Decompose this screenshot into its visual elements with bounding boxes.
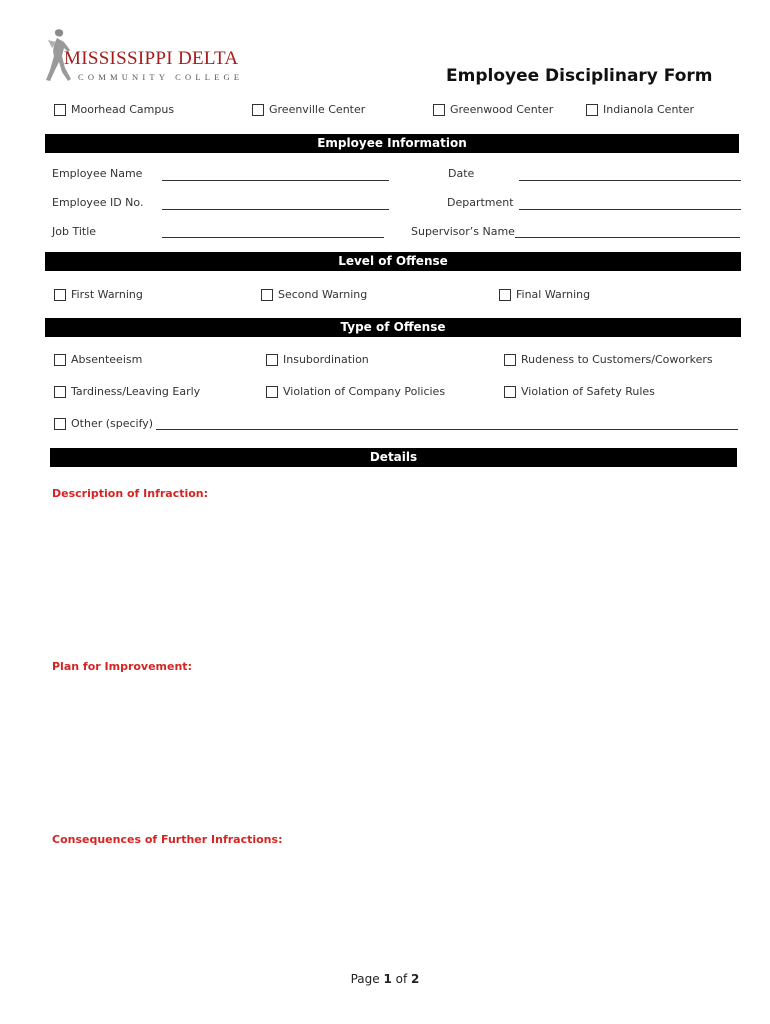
campus-option-greenville[interactable] <box>252 103 365 116</box>
checkbox[interactable] <box>54 289 66 301</box>
checkbox[interactable] <box>433 104 445 116</box>
offense-option-insubordination[interactable] <box>266 353 369 366</box>
checkbox[interactable] <box>54 386 66 398</box>
campus-label: Greenwood Center <box>450 103 554 116</box>
level-option-final[interactable] <box>499 288 590 301</box>
description-label: Description of Infraction: <box>52 487 209 500</box>
job-title-field[interactable] <box>162 237 384 238</box>
logo-subname: COMMUNITY COLLEGE <box>78 72 244 82</box>
supervisor-field[interactable] <box>515 237 740 238</box>
page-of: of <box>391 972 412 986</box>
level-option-first[interactable] <box>54 288 143 301</box>
level-label: First Warning <box>71 288 143 301</box>
college-logo <box>42 26 242 88</box>
job-title-label: Job Title <box>52 225 97 238</box>
other-label: Other (specify) <box>71 417 154 430</box>
checkbox[interactable] <box>266 354 278 366</box>
campus-label: Greenville Center <box>269 103 366 116</box>
level-option-second[interactable] <box>261 288 367 301</box>
campus-label: Moorhead Campus <box>71 103 175 116</box>
offense-label: Rudeness to Customers/Coworkers <box>521 353 713 366</box>
consequences-field[interactable] <box>52 851 738 961</box>
page-total: 2 <box>411 972 420 986</box>
campus-option-indianola[interactable] <box>586 103 694 116</box>
checkbox[interactable] <box>54 104 66 116</box>
checkbox[interactable] <box>54 354 66 366</box>
campus-label: Indianola Center <box>603 103 695 116</box>
offense-label: Tardiness/Leaving Early <box>71 385 201 398</box>
campus-option-moorhead[interactable] <box>54 103 174 116</box>
department-field[interactable] <box>519 209 741 210</box>
form-title: Employee Disciplinary Form <box>446 66 713 86</box>
logo-name: MISSISSIPPI DELTA <box>64 48 239 69</box>
checkbox[interactable] <box>504 354 516 366</box>
checkbox[interactable] <box>266 386 278 398</box>
level-heading: Level of Offense <box>45 252 741 271</box>
page-prefix: Page <box>350 972 384 986</box>
plan-field[interactable] <box>52 678 738 823</box>
checkbox[interactable] <box>54 418 66 430</box>
date-label: Date <box>448 167 475 180</box>
date-field[interactable] <box>519 180 741 181</box>
checkbox[interactable] <box>504 386 516 398</box>
offense-option-tardiness[interactable] <box>54 385 200 398</box>
plan-label: Plan for Improvement: <box>52 660 192 673</box>
department-label: Department <box>447 196 514 209</box>
employee-info-heading: Employee Information <box>45 134 739 153</box>
employee-id-field[interactable] <box>162 209 389 210</box>
offense-label: Violation of Safety Rules <box>521 385 655 398</box>
offense-label: Absenteeism <box>71 353 143 366</box>
level-label: Final Warning <box>516 288 591 301</box>
offense-option-safety-violation[interactable] <box>504 385 655 398</box>
checkbox[interactable] <box>261 289 273 301</box>
level-label: Second Warning <box>278 288 368 301</box>
offense-option-other[interactable] <box>54 417 738 430</box>
page-number <box>0 972 770 986</box>
consequences-label: Consequences of Further Infractions: <box>52 833 283 846</box>
checkbox[interactable] <box>499 289 511 301</box>
employee-name-field[interactable] <box>162 180 389 181</box>
offense-option-rudeness[interactable] <box>504 353 713 366</box>
supervisor-label: Supervisor’s Name <box>411 225 515 238</box>
offense-option-policy-violation[interactable] <box>266 385 445 398</box>
page-current: 1 <box>383 972 392 986</box>
employee-name-label: Employee Name <box>52 167 143 180</box>
checkbox[interactable] <box>252 104 264 116</box>
offense-label: Violation of Company Policies <box>283 385 446 398</box>
details-heading: Details <box>50 448 737 467</box>
offense-label: Insubordination <box>283 353 369 366</box>
checkbox[interactable] <box>586 104 598 116</box>
campus-option-greenwood[interactable] <box>433 103 553 116</box>
other-specify-field[interactable] <box>156 418 738 430</box>
description-field[interactable] <box>52 505 738 650</box>
offense-type-heading: Type of Offense <box>45 318 741 337</box>
offense-option-absenteeism[interactable] <box>54 353 142 366</box>
employee-id-label: Employee ID No. <box>52 196 144 209</box>
